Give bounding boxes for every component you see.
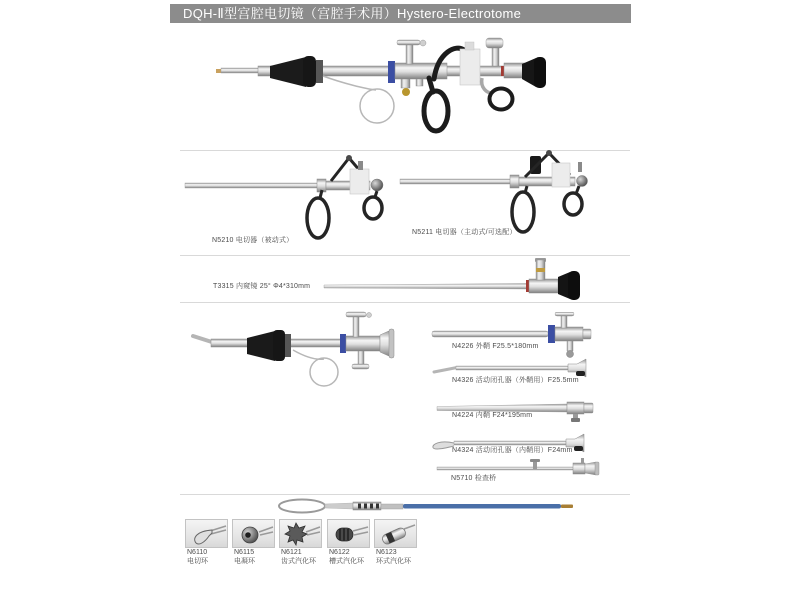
label-n4224: N4224 内鞘 F24*195mm: [452, 412, 533, 419]
electrode-name: 环式汽化环: [376, 557, 411, 565]
finger-loop: [512, 192, 534, 232]
luer-fitting: [402, 88, 410, 96]
contact-tip: [561, 505, 573, 509]
loop-electrode-image: [275, 494, 580, 518]
electrode-name: 电切环: [187, 557, 208, 565]
outer-sheath-image: [430, 312, 620, 358]
fitting-pin: [530, 459, 540, 462]
electrode-label-n6122: [329, 549, 364, 566]
contact-pin: [358, 161, 363, 170]
electrode-label-n6123: [376, 549, 411, 566]
electrode-code: N6115: [234, 549, 255, 556]
telescope-shaft: [324, 284, 528, 290]
electrode-code: N6123: [376, 549, 397, 556]
electrode-loop: [279, 500, 325, 513]
slider-block: [460, 49, 480, 85]
finger-loop: [424, 91, 448, 131]
sheath-shaft: [432, 331, 548, 337]
blue-ring: [548, 325, 555, 343]
eyepiece: [522, 58, 536, 87]
stopcock-handle: [397, 40, 420, 45]
sheath-assembly-image: [185, 308, 410, 398]
rubber-cone: [270, 57, 306, 87]
label-t3315: T3315 内窥镜 25° Φ4*310mm: [213, 283, 311, 290]
band-electrode-icon: [375, 520, 416, 547]
electrode-label-n6115: [234, 549, 255, 566]
fitting-pin: [581, 458, 584, 464]
label-n4324: N4324 活动闭孔器（内鞘用）F24mm: [452, 447, 573, 454]
blue-ring: [340, 334, 346, 353]
finger-loop: [307, 198, 329, 238]
cutting-loop-icon: [186, 520, 227, 547]
ball-electrode-icon: [233, 520, 274, 547]
thumb-grooved-roller: [327, 519, 370, 548]
thumb-cutting-loop: [185, 519, 228, 548]
thumb-loop: [364, 197, 382, 219]
insulated-shaft: [403, 504, 561, 509]
electrode-label-n6121: [281, 549, 316, 566]
thumb-band-electrode: [374, 519, 417, 548]
end-knob: [371, 179, 383, 191]
label-n4326: N4326 活动闭孔器（外鞘用）F25.5mm: [452, 377, 579, 384]
label-n5211: N5211 电切器（主动式/可选配）: [412, 229, 517, 236]
wire-loop: [310, 358, 338, 386]
ring-arm: [482, 78, 492, 93]
assembled-electrotome-image: [170, 30, 630, 146]
label-n5210: N5210 电切器（被动式）: [212, 237, 294, 244]
thumb-loop: [564, 193, 582, 215]
thumb-ring: [490, 89, 513, 110]
end-knob: [577, 176, 588, 187]
electrode-name: 齿式汽化环: [281, 557, 316, 565]
grooved-roller-icon: [328, 520, 369, 547]
blue-ring: [388, 61, 395, 83]
electrode-label-n6110: [187, 549, 208, 566]
rubber-cone: [247, 331, 275, 361]
thumb-coagulation-ball: [232, 519, 275, 548]
light-post: [486, 38, 503, 48]
contact-pin: [578, 162, 582, 172]
divider: [180, 302, 630, 303]
stopcock-knob: [567, 351, 574, 358]
thumb-toothed-roller: [279, 519, 322, 548]
bridge-shaft: [437, 467, 585, 470]
stopcock-handle: [352, 364, 369, 369]
label-n4226: N4226 外鞘 F25.5*180mm: [452, 343, 539, 350]
toothed-roller-icon: [280, 520, 321, 547]
stopcock-handle: [555, 312, 574, 316]
valve-knob: [571, 418, 580, 422]
red-mark: [501, 66, 504, 76]
wire-loop: [360, 89, 394, 123]
curved-tip: [433, 442, 454, 449]
working-element-passive-image: [182, 152, 392, 244]
label-n5710: N5710 检查桥: [451, 475, 497, 482]
stopcock-handle: [346, 312, 366, 317]
obturator-shaft: [456, 366, 568, 370]
electrode-code: N6122: [329, 549, 350, 556]
electrode-name: 槽式汽化环: [329, 557, 364, 565]
telescope-image: [320, 256, 595, 302]
electrode-code: N6110: [187, 549, 208, 556]
electrode-shaft: [185, 183, 318, 188]
angled-tip: [434, 368, 457, 373]
electrode-name: 电凝环: [234, 557, 255, 565]
page-title: DQH-Ⅱ型宫腔电切镜（宫腔手术用）Hystero-Electrotome: [170, 4, 631, 23]
wire-cable: [323, 76, 376, 90]
electrode-shaft: [400, 179, 512, 184]
electrode-code: N6121: [281, 549, 302, 556]
red-mark: [526, 280, 529, 292]
